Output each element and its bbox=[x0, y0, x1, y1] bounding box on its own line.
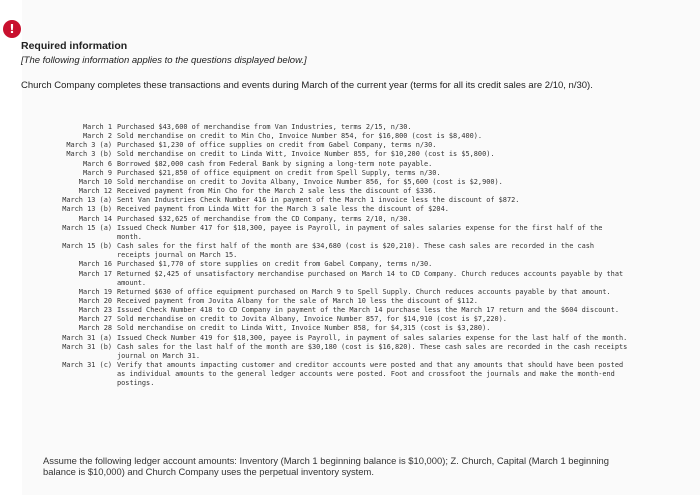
transaction-date: March 9 bbox=[82, 168, 112, 177]
transaction-date: March 2 bbox=[82, 132, 112, 141]
transaction-row bbox=[54, 315, 629, 324]
transaction-row bbox=[54, 260, 629, 269]
transaction-row bbox=[54, 343, 629, 361]
transaction-date: March 13 (b) bbox=[62, 205, 112, 214]
transaction-row bbox=[54, 224, 629, 242]
transaction-description: Verify that amounts impacting customer and creditor accounts were posted and that any amounts that should have been posted as individual amounts to the general ledger accounts were posted. Foot and crossfoot the journals and make the month-end postings. bbox=[117, 361, 624, 388]
transaction-row bbox=[54, 297, 629, 306]
transaction-description: Sold merchandise on credit to Linda Witt, Invoice Number 855, for $10,200 (cost is $5,800). bbox=[117, 150, 495, 159]
transaction-list bbox=[54, 123, 629, 389]
transaction-row bbox=[54, 150, 629, 159]
transaction-description: Sold merchandise on credit to Jovita Albany, Invoice Number 857, for $14,910 (cost is $7,220). bbox=[117, 315, 507, 324]
transaction-date: March 14 bbox=[78, 214, 112, 223]
transaction-date: March 13 (a) bbox=[62, 196, 112, 205]
transaction-date: March 10 bbox=[78, 177, 112, 186]
transaction-description: Received payment from Linda Witt for the March 3 sale less the discount of $204. bbox=[117, 205, 449, 214]
transaction-description: Cash sales for the first half of the month are $34,680 (cost is $20,210). These cash sales are recorded in the cash receipts journal on March 15. bbox=[117, 242, 595, 260]
transaction-description: Returned $2,425 of unsatisfactory merchandise purchased on March 14 to CD Company. Church reduces accounts payable by that amount. bbox=[117, 269, 624, 287]
transaction-date: March 15 (a) bbox=[62, 223, 112, 232]
transaction-description: Sold merchandise on credit to Linda Witt, Invoice Number 858, for $4,315 (cost is $3,280). bbox=[117, 324, 491, 333]
transaction-date: March 16 bbox=[78, 260, 112, 269]
transaction-row bbox=[54, 270, 629, 288]
transaction-description: Received payment from Min Cho for the March 2 sale less the discount of $336. bbox=[117, 187, 437, 196]
transaction-date: March 3 (b) bbox=[66, 150, 112, 159]
transaction-date: March 17 bbox=[78, 269, 112, 278]
transaction-row bbox=[54, 205, 629, 214]
transaction-description: Purchased $21,850 of office equipment on credit from Spell Supply, terms n/30. bbox=[117, 168, 441, 177]
transaction-description: Purchased $32,625 of merchandise from the CD Company, terms 2/10, n/30. bbox=[117, 214, 412, 223]
transaction-row bbox=[54, 306, 629, 315]
transaction-description: Purchased $1,230 of office supplies on credit from Gabel Company, terms n/30. bbox=[117, 141, 437, 150]
transaction-description: Purchased $43,600 of merchandise from Van Industries, terms 2/15, n/30. bbox=[117, 123, 412, 131]
transaction-date: March 20 bbox=[78, 296, 112, 305]
transaction-description: Issued Check Number 418 to CD Company in payment of the March 14 purchase less the March 17 return and the $604 discount. bbox=[117, 306, 619, 315]
transaction-description: Cash sales for the last half of the month are $30,180 (cost is $16,820). These cash sales are recorded in the cash receipts journal on March 31. bbox=[117, 342, 628, 360]
transaction-date: March 27 bbox=[78, 315, 112, 324]
alert-icon: ! bbox=[3, 20, 21, 38]
page-title: Required information bbox=[21, 40, 128, 52]
transaction-row bbox=[54, 141, 629, 150]
transaction-description: Sold merchandise on credit to Jovita Albany, Invoice Number 856, for $5,600 (cost is $2,900). bbox=[117, 177, 503, 186]
transaction-row bbox=[54, 324, 629, 333]
transaction-row bbox=[54, 215, 629, 224]
assumption-note: Assume the following ledger account amounts: Inventory (March 1 beginning balance is $10,000); Z. Church, Capital (March 1 beginning balance is $10,000) and Church Company uses the perpetual inventory system. bbox=[43, 455, 609, 477]
transaction-date: March 12 bbox=[78, 187, 112, 196]
intro-text: Church Company completes these transactions and events during March of the current year (terms for all its credit sales are 2/10, n/30). bbox=[21, 80, 593, 91]
transaction-description: Purchased $1,770 of store supplies on credit from Gabel Company, terms n/30. bbox=[117, 260, 433, 269]
transaction-date: March 23 bbox=[78, 306, 112, 315]
transaction-row bbox=[54, 132, 629, 141]
transaction-row bbox=[54, 361, 629, 388]
page-subtitle: [The following information applies to the questions displayed below.] bbox=[21, 55, 307, 66]
transaction-row bbox=[54, 196, 629, 205]
question-header bbox=[21, 40, 621, 91]
transaction-date: March 19 bbox=[78, 287, 112, 296]
transaction-date: March 15 (b) bbox=[62, 242, 112, 251]
transaction-description: Borrowed $82,000 cash from Federal Bank by signing a long-term note payable. bbox=[117, 159, 433, 168]
transaction-row bbox=[54, 187, 629, 196]
transaction-row bbox=[54, 288, 629, 297]
transaction-description: Returned $630 of office equipment purchased on March 9 to Spell Supply. Church reduces accounts payable by that amount. bbox=[117, 287, 611, 296]
transaction-date: March 3 (a) bbox=[66, 141, 112, 150]
transaction-row bbox=[54, 160, 629, 169]
transaction-date: March 31 (c) bbox=[62, 361, 112, 370]
transaction-row bbox=[54, 334, 629, 343]
transaction-date: March 6 bbox=[82, 159, 112, 168]
transaction-description: Received payment from Jovita Albany for the sale of March 10 less the discount of $112. bbox=[117, 296, 478, 305]
transaction-row bbox=[54, 242, 629, 260]
transaction-date: March 31 (a) bbox=[62, 333, 112, 342]
transaction-description: Sent Van Industries Check Number 416 in payment of the March 1 invoice less the discount of $872. bbox=[117, 196, 520, 205]
transaction-row bbox=[54, 123, 629, 132]
transaction-date: March 31 (b) bbox=[62, 342, 112, 351]
transaction-row bbox=[54, 178, 629, 187]
transaction-date: March 1 bbox=[82, 123, 112, 131]
transaction-row bbox=[54, 169, 629, 178]
transaction-description: Sold merchandise on credit to Min Cho, Invoice Number 854, for $16,800 (cost is $8,400). bbox=[117, 132, 483, 141]
transaction-description: Issued Check Number 417 for $18,300, payee is Payroll, in payment of sales salaries expense for the first half of the month. bbox=[117, 223, 603, 241]
transaction-description: Issued Check Number 419 for $18,300, payee is Payroll, in payment of sales salaries expense for the last half of the month. bbox=[117, 333, 628, 342]
transaction-date: March 28 bbox=[78, 324, 112, 333]
